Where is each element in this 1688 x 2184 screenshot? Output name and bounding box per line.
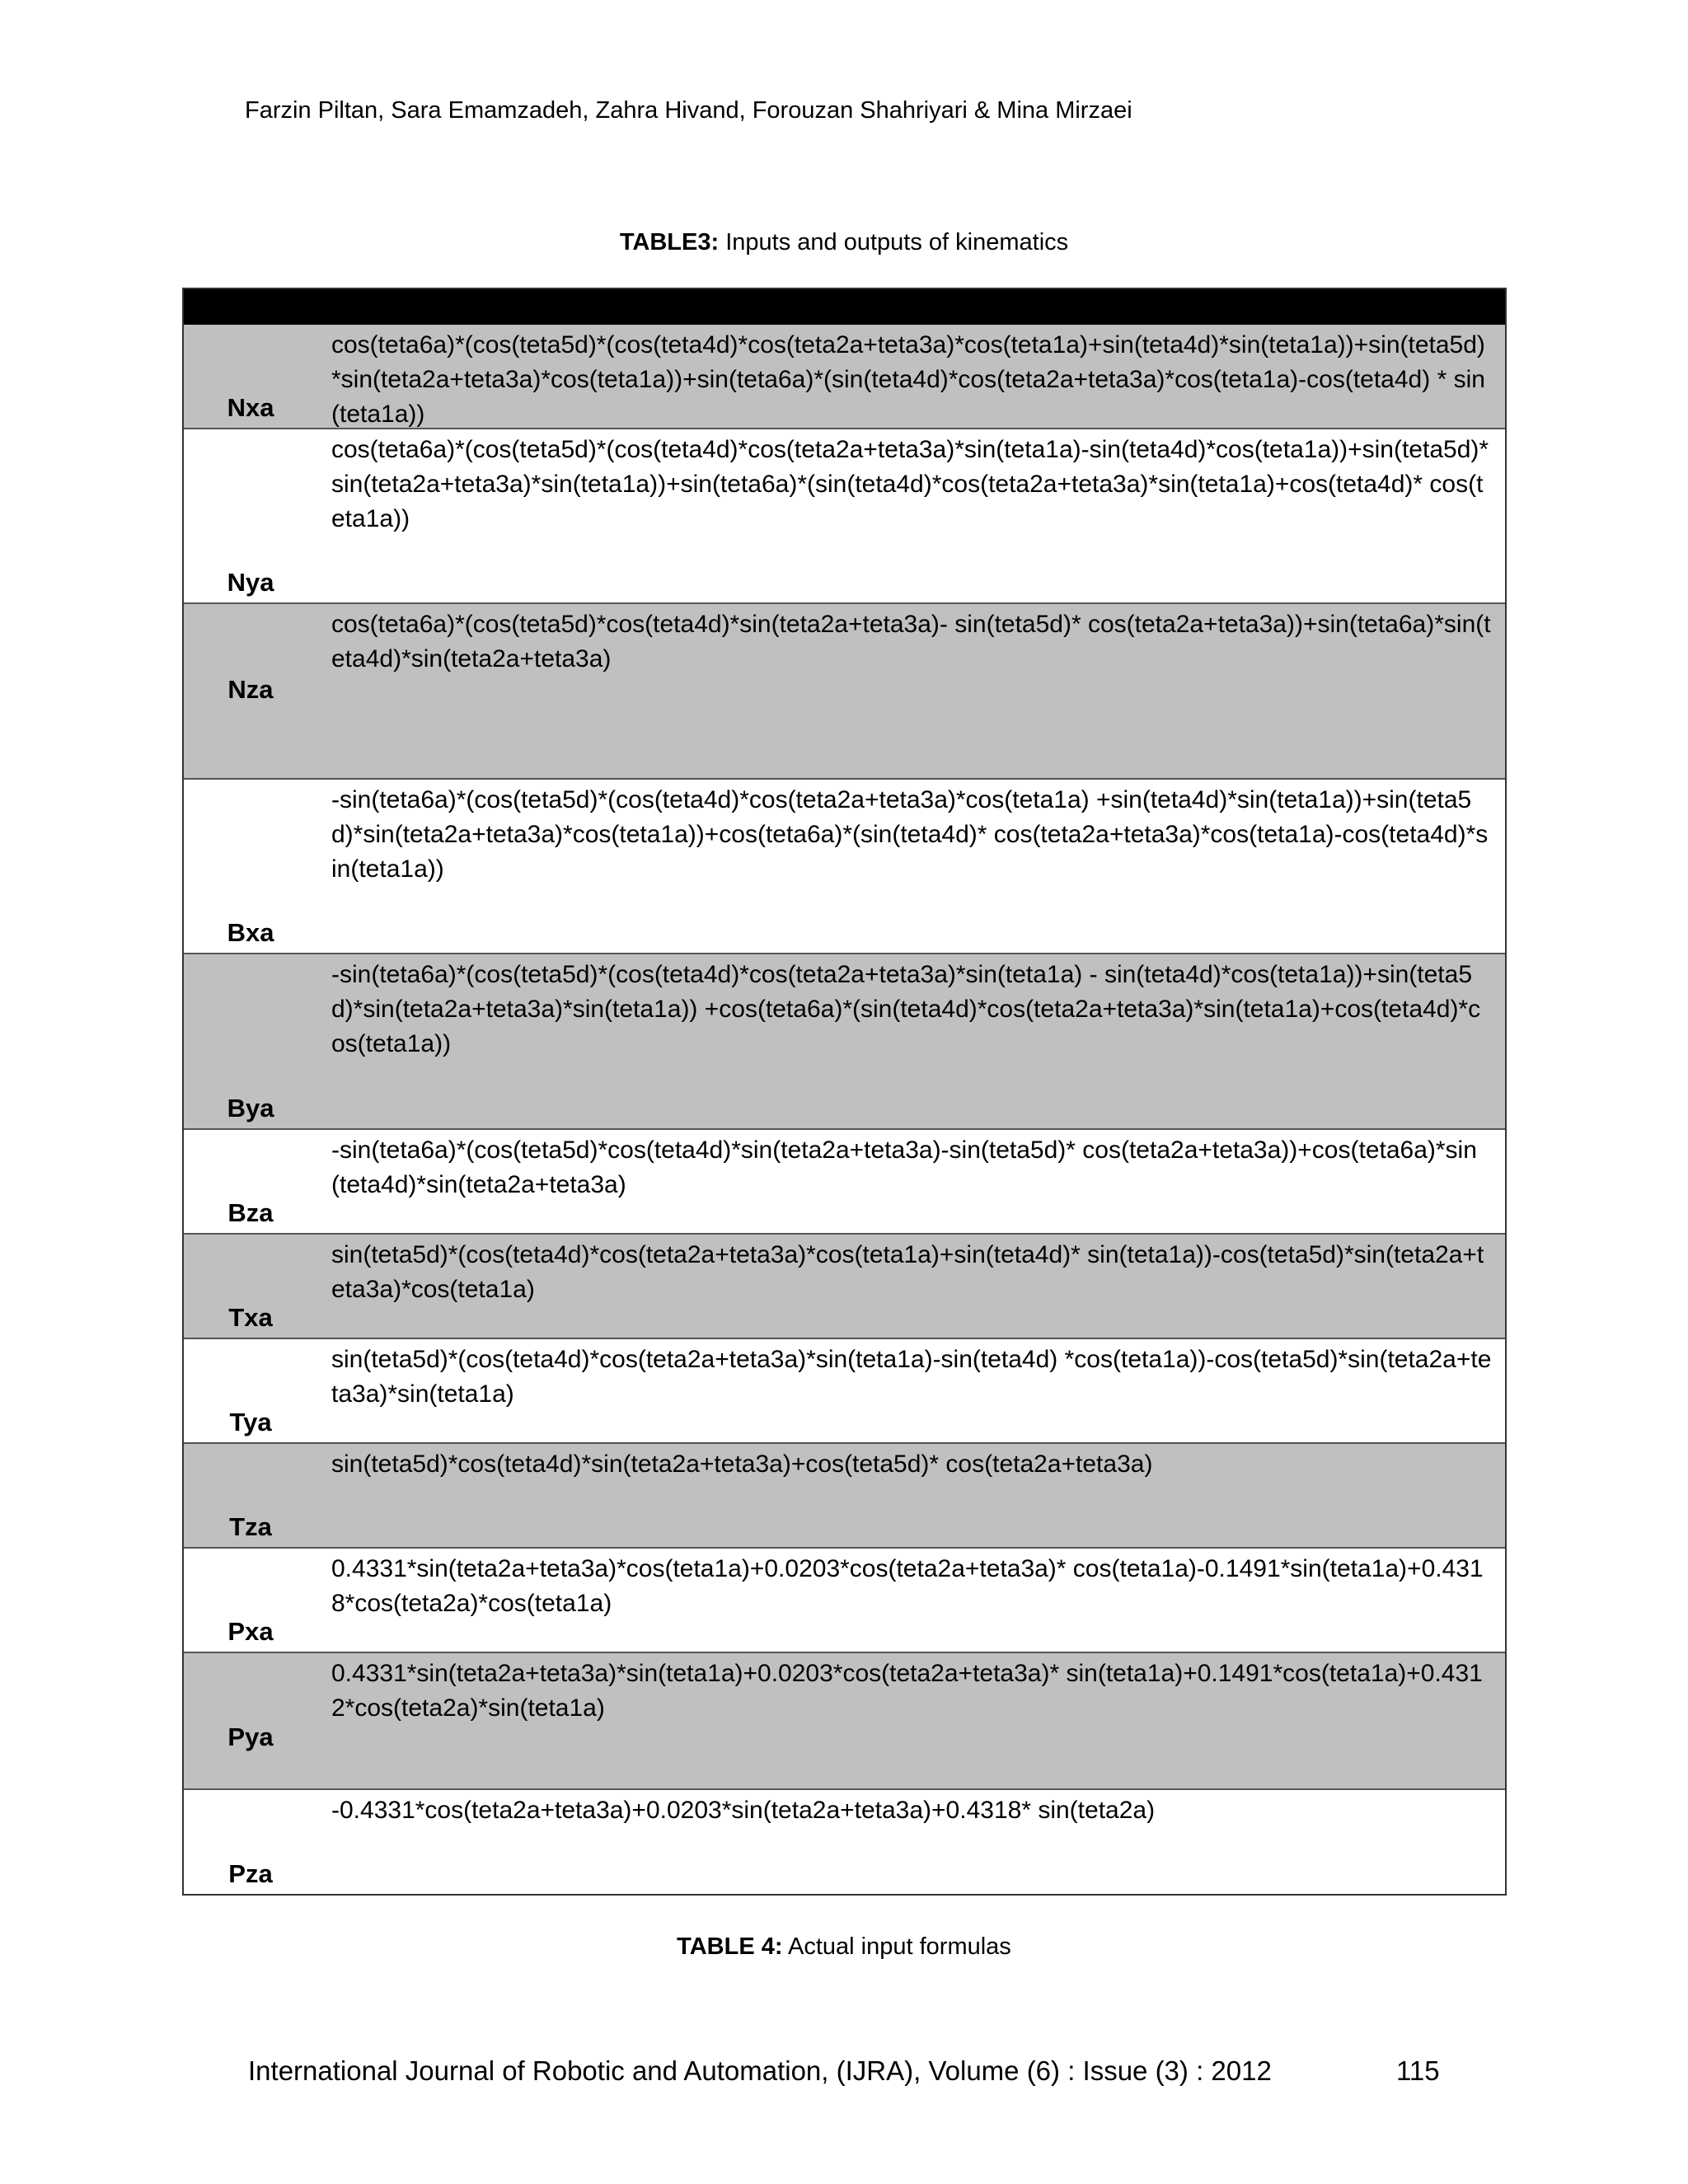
table-row (184, 1652, 1505, 1788)
table4-caption (0, 1933, 1688, 1961)
row-label: Pya (227, 1722, 274, 1751)
row-label: Bya (227, 1094, 274, 1122)
table3-caption-label: TABLE3: (619, 229, 720, 255)
table-row (184, 1233, 1505, 1338)
table3-caption-text: Inputs and outputs of kinematics (725, 229, 1069, 255)
row-formula: sin(teta5d)*cos(teta4d)*sin(teta2a+teta3a)+cos(teta5d)* cos(teta2a+teta3a) (331, 1451, 1153, 1478)
row-formula: -sin(teta6a)*(cos(teta5d)*(cos(teta4d)*cos(teta2a+teta3a)*sin(teta1a) - sin(teta4d)*cos(teta1a))+sin(teta5d)*sin(teta2a+teta3a)*sin(teta1a)) +cos(teta6a)*(sin(teta4d)*cos(teta2a+teta3a)*sin(teta1a)+cos(teta4d)*cos(teta1a)) (331, 961, 1481, 1057)
row-label: Txa (228, 1303, 273, 1332)
row-formula: cos(teta6a)*(cos(teta5d)*(cos(teta4d)*cos(teta2a+teta3a)*cos(teta1a)+sin(teta4d)*sin(teta1a))+sin(teta5d)*sin(teta2a+teta3a)*cos(teta1a))+sin(teta6a)*(sin(teta4d)*cos(teta2a+teta3a)*cos(teta1a)-cos(teta4d) * sin(teta1a)) (331, 331, 1485, 428)
row-formula: cos(teta6a)*(cos(teta5d)*cos(teta4d)*sin(teta2a+teta3a)- sin(teta5d)* cos(teta2a+teta3a))+sin(teta6a)*sin(teta4d)*sin(teta2a+teta3a) (331, 611, 1491, 673)
row-label: Tya (229, 1408, 272, 1436)
running-header: Farzin Piltan, Sara Emamzadeh, Zahra Hivand, Forouzan Shahriyari & Mina Mirzaei (245, 97, 1132, 124)
table-row (184, 1338, 1505, 1442)
row-label: Pza (228, 1859, 273, 1888)
row-formula: -sin(teta6a)*(cos(teta5d)*(cos(teta4d)*cos(teta2a+teta3a)*cos(teta1a) +sin(teta4d)*sin(teta1a))+sin(teta5d)*sin(teta2a+teta3a)*cos(teta1a))+cos(teta6a)*(sin(teta4d)* cos(teta2a+teta3a)*cos(teta1a)-cos(teta4d)*sin(teta1a)) (331, 786, 1489, 883)
kinematics-table (182, 288, 1507, 1896)
row-formula: 0.4331*sin(teta2a+teta3a)*cos(teta1a)+0.0203*cos(teta2a+teta3a)* cos(teta1a)-0.1491*sin(teta1a)+0.4318*cos(teta2a)*cos(teta1a) (331, 1555, 1484, 1617)
table3-caption (0, 229, 1688, 256)
table-row (184, 778, 1505, 953)
row-formula: cos(teta6a)*(cos(teta5d)*(cos(teta4d)*cos(teta2a+teta3a)*sin(teta1a)-sin(teta4d)*cos(teta1a))+sin(teta5d)*sin(teta2a+teta3a)*sin(teta1a))+sin(teta6a)*(sin(teta4d)*cos(teta2a+teta3a)*sin(teta1a)+cos(teta4d)* cos(teta1a)) (331, 436, 1489, 532)
table-row (184, 1128, 1505, 1233)
table4-caption-label: TABLE 4: (677, 1933, 783, 1960)
table-row (184, 1442, 1505, 1547)
row-formula: -sin(teta6a)*(cos(teta5d)*cos(teta4d)*sin(teta2a+teta3a)-sin(teta5d)* cos(teta2a+teta3a))+cos(teta6a)*sin(teta4d)*sin(teta2a+teta3a) (331, 1137, 1477, 1198)
row-label: Tza (229, 1512, 272, 1541)
table-row (184, 1788, 1505, 1894)
row-formula: sin(teta5d)*(cos(teta4d)*cos(teta2a+teta3a)*sin(teta1a)-sin(teta4d) *cos(teta1a))-cos(teta5d)*sin(teta2a+teta3a)*sin(teta1a) (331, 1346, 1492, 1408)
table-header-bar (184, 289, 1505, 325)
row-label: Nya (227, 568, 274, 597)
row-label: Pxa (227, 1617, 274, 1646)
table-row (184, 602, 1505, 778)
table-row (184, 1547, 1505, 1652)
row-formula: sin(teta5d)*(cos(teta4d)*cos(teta2a+teta3a)*cos(teta1a)+sin(teta4d)* sin(teta1a))-cos(teta5d)*sin(teta2a+teta3a)*cos(teta1a) (331, 1241, 1484, 1303)
table4-caption-text: Actual input formulas (788, 1933, 1011, 1960)
journal-footer: International Journal of Robotic and Automation, (IJRA), Volume (6) : Issue (3) : 2012 (248, 2055, 1272, 2086)
table-row (184, 325, 1505, 428)
row-label: Bxa (227, 918, 274, 947)
page-number: 115 (1396, 2055, 1440, 2086)
table-row (184, 428, 1505, 602)
row-label: Nxa (227, 393, 274, 422)
row-label: Nza (227, 675, 274, 704)
row-formula: -0.4331*cos(teta2a+teta3a)+0.0203*sin(teta2a+teta3a)+0.4318* sin(teta2a) (331, 1797, 1156, 1824)
row-label: Bza (227, 1198, 274, 1227)
row-formula: 0.4331*sin(teta2a+teta3a)*sin(teta1a)+0.0203*cos(teta2a+teta3a)* sin(teta1a)+0.1491*cos(teta1a)+0.4312*cos(teta2a)*sin(teta1a) (331, 1660, 1483, 1722)
table-row (184, 953, 1505, 1128)
